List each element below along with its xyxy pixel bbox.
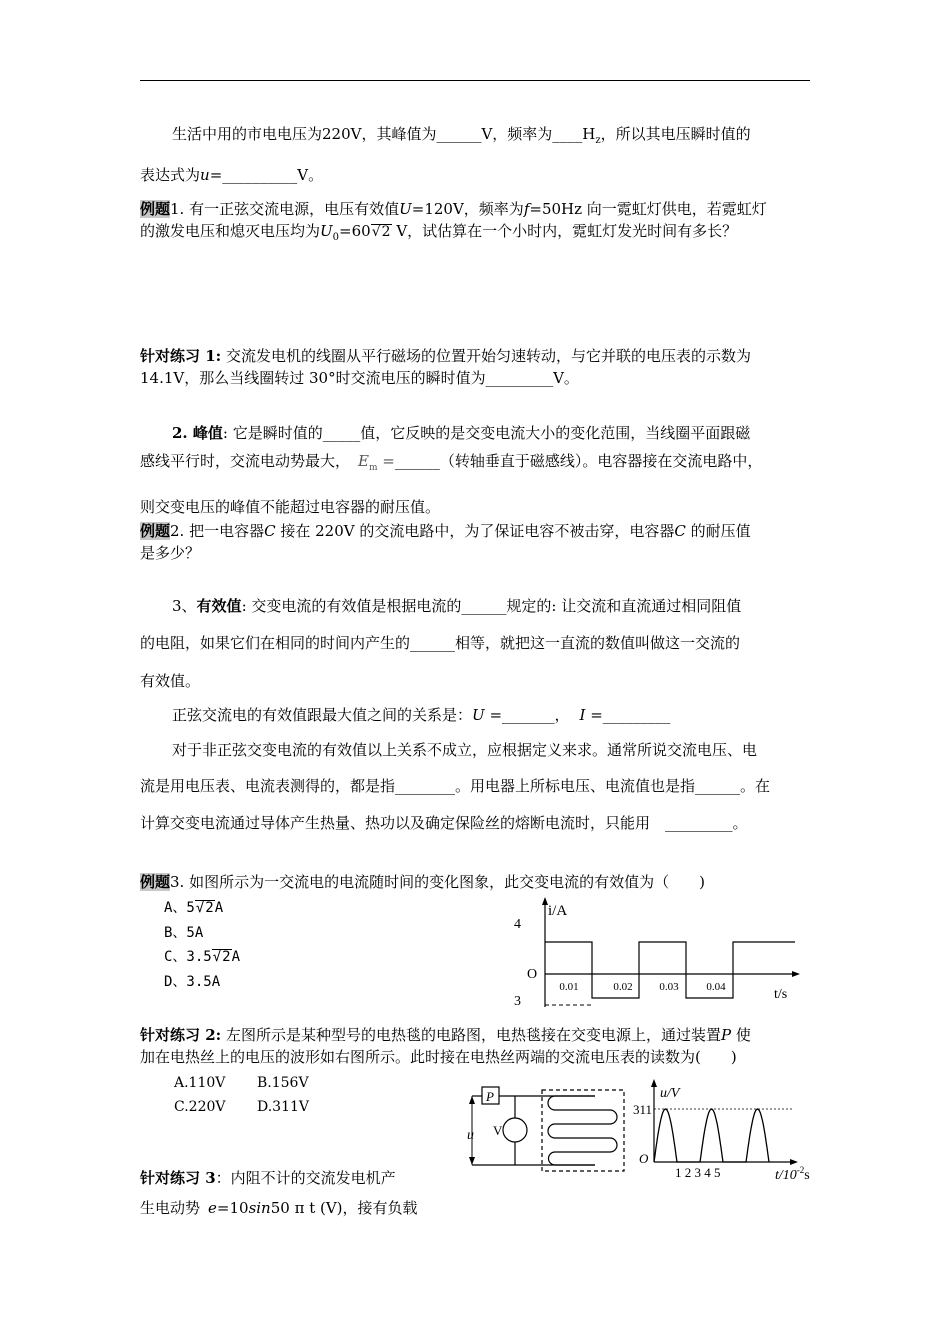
device-p-label: P [486, 1089, 494, 1104]
x-tick-label: 0.03 [659, 981, 679, 993]
rms-relation: 正弦交流电的有效值跟最大值之间的关系是：U =_______， I =_________ [172, 706, 671, 724]
peak-value-line2: 感线平行时，交流电动势最大， $E_m$ =______（转轴垂直于磁感线）。电容器接在交流电路中， [140, 452, 763, 473]
rms-section: 3、有效值: 交变电流的有效值是根据电流的______规定的: 让交流和直流通过相同阻值 [172, 597, 742, 615]
peak-value-line3: 则交变电压的峰值不能超过电容器的耐压值。 [140, 498, 441, 516]
nonsine-line3: 计算交变电流通过导体产生热量、热功以及确定保险丝的熔断电流时，只能用 _________。 [140, 814, 748, 832]
voltage-halfwave-chart [632, 1074, 822, 1186]
origin-label: O [527, 967, 538, 982]
example-2: 例题2. 把一电容器C 接在 220V 的交流电路中，为了保证电容不被击穿，电容器C 的耐压值 是多少？ [140, 522, 751, 562]
option-a-110[interactable]: A.110V [174, 1075, 226, 1091]
option-d-311[interactable]: D.311V [257, 1099, 310, 1115]
option-c[interactable]: C、3.5√ 2A [164, 945, 240, 969]
arrow-down [469, 1157, 475, 1165]
y-axis-arrow [651, 1079, 657, 1087]
x-tick-label: 0.01 [559, 981, 579, 993]
x-label: $t/10^{-2}s$ [775, 1165, 810, 1183]
peak-value-section: 2. 峰值: 它是瞬时值的_____值，它反映的是交变电流大小的变化范围，当线圈平面跟磁 [172, 424, 751, 442]
peak-label: 311 [633, 1102, 653, 1117]
sqrt-symbol: √ 2 [371, 224, 392, 239]
heating-wire-coil [548, 1096, 617, 1165]
option-b-156[interactable]: B.156V [257, 1075, 309, 1091]
rms-line3: 有效值。 [140, 672, 201, 690]
source-u-label: u [467, 1128, 474, 1143]
example-3: 例题3. 如图所示为一交流电的电流随时间的变化图象，此交变电流的有效值为（ ) [140, 873, 705, 891]
y-tick-bottom: 3 [514, 994, 521, 1009]
option-a[interactable]: A、5√ 2A [164, 896, 223, 920]
x-tick-label: 0.04 [706, 981, 726, 993]
em-symbol: E [358, 452, 369, 470]
x-tick-label: 0.02 [613, 981, 633, 993]
current-square-wave-chart [505, 895, 805, 1010]
option-c-220[interactable]: C.220V [174, 1099, 226, 1115]
voltmeter-label: V [493, 1123, 503, 1138]
voltmeter-symbol [503, 1118, 527, 1142]
rms-line2: 的电阻，如果它们在相同的时间内产生的______相等，就把这一直流的数值叫做这一交流的 [140, 634, 741, 652]
example-tag: 例题 [140, 200, 171, 218]
option-d[interactable]: D、3.5A [164, 974, 221, 990]
y-tick-top: 4 [514, 917, 521, 932]
option-b[interactable]: B、5A [164, 925, 204, 941]
paragraph-expression: 表达式为u=__________V。 [140, 166, 324, 184]
electric-blanket-circuit-diagram [460, 1083, 635, 1178]
half-wave-line [654, 1109, 769, 1162]
nonsine-line2: 流是用电压表、电流表测得的，都是指________。用电器上所标电压、电流值也是指______。在 [140, 777, 771, 795]
practice-2: 针对练习 2: 左图所示是某种型号的电热毯的电路图，电热毯接在交变电源上，通过装置P 使 加在电热丝上的电压的波形如右图所示。此时接在电热丝两端的交流电压表的读数为( ) [140, 1026, 751, 1066]
header-rule [140, 80, 810, 81]
practice-3: 针对练习 3：内阻不计的交流发电机产 生电动势 e=10sin50 π t (V)，接有负载 [140, 1169, 418, 1217]
paragraph-mains-voltage: 生活中用的市电电压为220V，其峰值为______V，频率为$\_\_\_\_H_z$，所以其电压瞬时值的 [172, 125, 751, 146]
example-tag: 例题 [140, 522, 171, 540]
x-label: t/s [774, 987, 788, 1002]
nonsine-line1: 对于非正弦交变电流的有效值以上关系不成立，应根据定义来求。通常所说交流电压、电 [172, 741, 758, 759]
x-tick-labels: 1 2 3 4 5 [675, 1165, 721, 1180]
y-label: i/A [548, 903, 568, 919]
example-1: 例题1. 有一正弦交流电源，电压有效值U=120V，频率为f=50Hz 向一霓虹灯供电，若霓虹灯 的激发电压和熄灭电压均为$U_0=60√$ 2 V，试估算在一个小时内，霓虹灯发光时间有多长？ [140, 198, 812, 249]
practice-1: 针对练习 1: 交流发电机的线圈从平行磁场的位置开始匀速转动，与它并联的电压表的示数为 14.1V，那么当线圈转过 30°时交流电压的瞬时值为_________V。 [140, 347, 751, 387]
example-tag: 例题 [140, 873, 171, 891]
arrow-up [469, 1096, 475, 1104]
y-label: u/V [660, 1086, 680, 1101]
blanket-dashed-box [542, 1090, 624, 1171]
x-axis-arrow [792, 971, 800, 977]
origin-label: O [639, 1151, 649, 1166]
